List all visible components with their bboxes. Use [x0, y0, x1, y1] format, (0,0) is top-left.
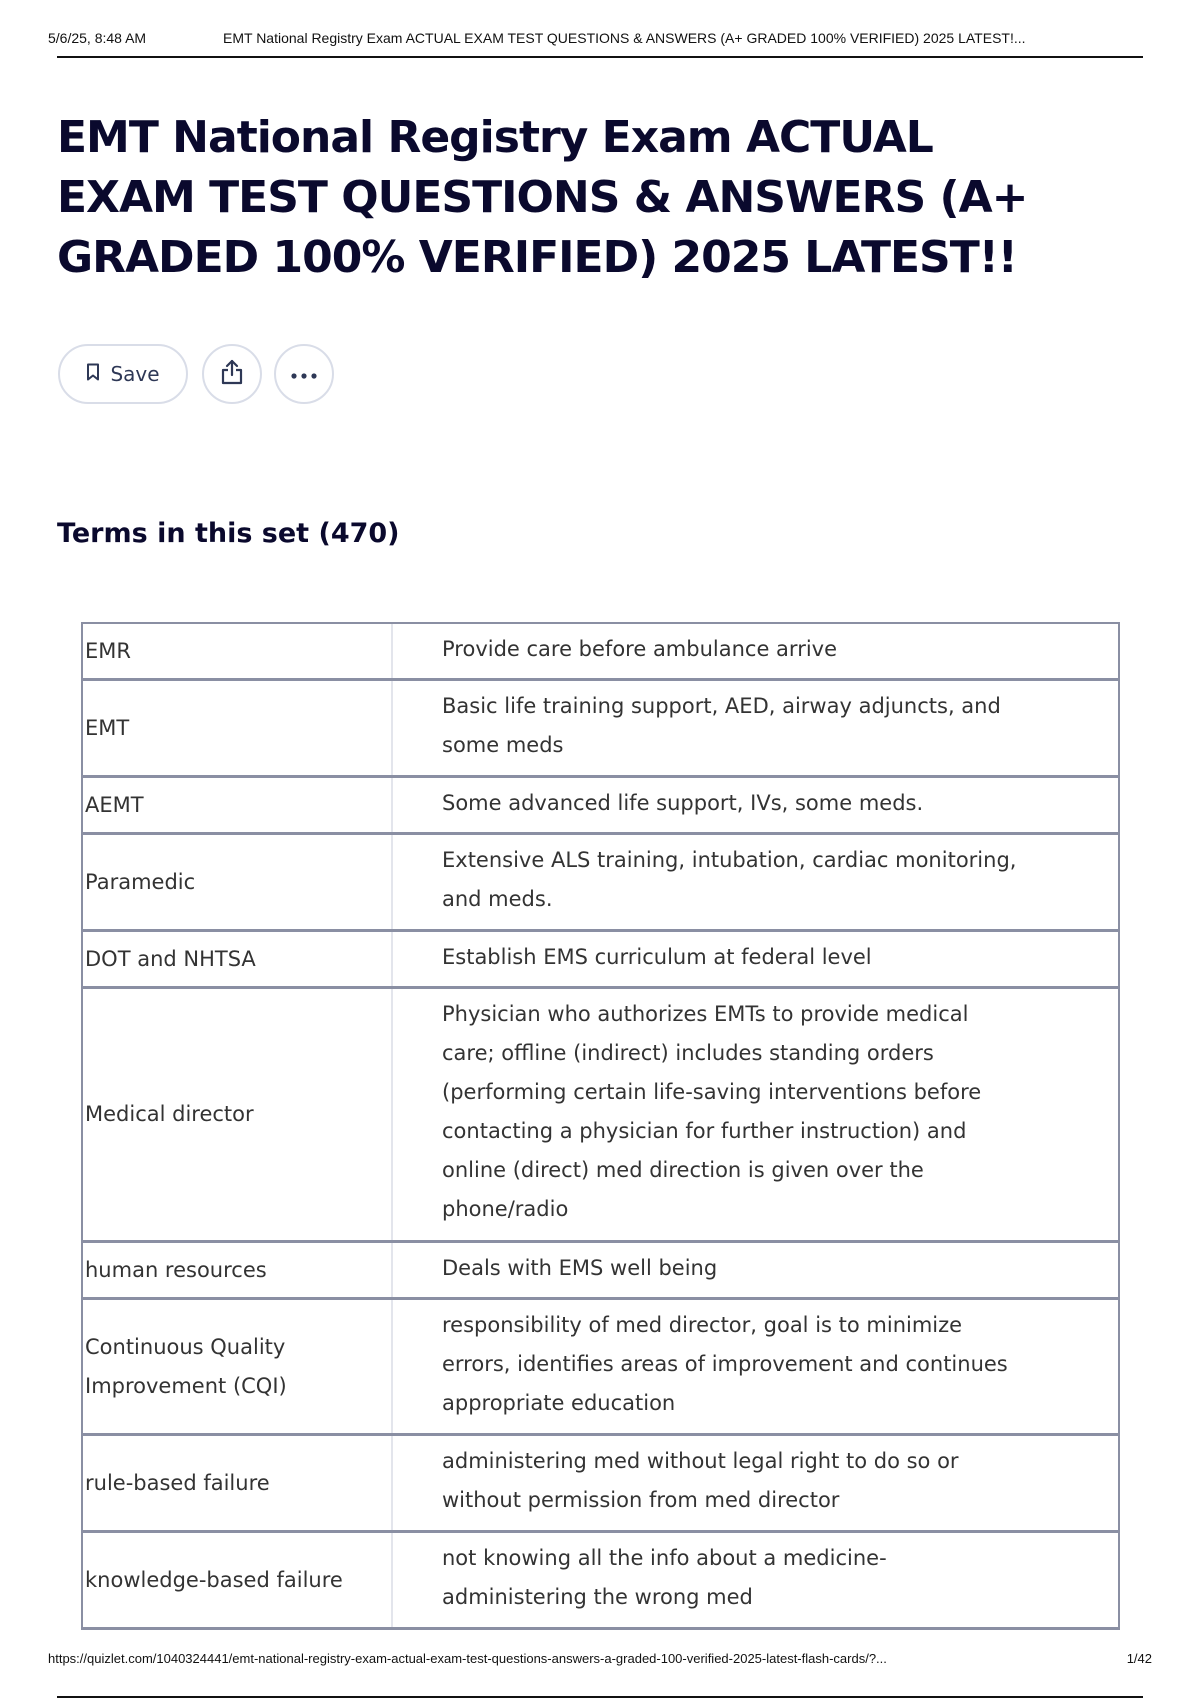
term-text: Paramedic [83, 835, 393, 929]
page-title: EMT National Registry Exam ACTUAL EXAM TEST QUESTIONS & ANSWERS (A+ GRADED 100% VERIFIED) 2025 LATEST!! [57, 112, 1028, 283]
term-text: EMT [83, 681, 393, 775]
term-text: rule-based failure [83, 1436, 393, 1530]
terms-table [81, 622, 1120, 1630]
print-doc-title: EMT National Registry Exam ACTUAL EXAM TEST QUESTIONS & ANSWERS (A+ GRADED 100% VERIFIED) 2025 LATEST!... [223, 30, 1026, 46]
more-options-button[interactable] [274, 344, 334, 404]
term-row [83, 778, 1118, 835]
definition-text: administering med without legal right to do so or without permission from med director [442, 1449, 959, 1512]
term-row [83, 624, 1118, 681]
definition-text: Establish EMS curriculum at federal level [442, 945, 872, 969]
term-row [83, 1436, 1118, 1533]
term-text: EMR [83, 624, 393, 678]
term-row [83, 681, 1118, 778]
definition-text: Physician who authorizes EMTs to provide medical care; offline (indirect) includes standing orders (performing certain life-saving interventions before contacting a physician for further instruction) and online (direct) med direction is given over the phone/radio [442, 1002, 982, 1221]
page-number: 1/42 [1126, 1651, 1152, 1666]
definition-text: responsibility of med director, goal is to minimize errors, identifies areas of improvement and continues appropriate education [442, 1313, 1008, 1415]
footer-divider [57, 1696, 1143, 1698]
term-text: Medical director [83, 989, 393, 1240]
save-label: Save [110, 362, 160, 386]
more-horizontal-icon [290, 365, 318, 384]
definition-text: Provide care before ambulance arrive [442, 637, 838, 661]
definition-text: Basic life training support, AED, airway adjuncts, and some meds [442, 694, 1001, 757]
term-text: Continuous Quality Improvement (CQI) [83, 1300, 393, 1433]
term-text: human resources [83, 1243, 393, 1297]
definition-text: Extensive ALS training, intubation, cardiac monitoring, and meds. [442, 848, 1017, 911]
term-text: DOT and NHTSA [83, 932, 393, 986]
term-row [83, 1533, 1118, 1630]
share-button[interactable] [202, 344, 262, 404]
terms-heading: Terms in this set (470) [57, 518, 400, 549]
share-icon [219, 358, 245, 390]
definition-text: Deals with EMS well being [442, 1256, 718, 1280]
term-row [83, 989, 1118, 1243]
term-row [83, 1300, 1118, 1436]
term-row [83, 835, 1118, 932]
definition-text: Some advanced life support, IVs, some meds. [442, 791, 924, 815]
print-url: https://quizlet.com/1040324441/emt-national-registry-exam-actual-exam-test-questions-answers-a-graded-100-verified-2025-latest-flash-cards/?... [48, 1651, 887, 1666]
save-button[interactable] [58, 344, 188, 404]
term-text: AEMT [83, 778, 393, 832]
header-divider [57, 56, 1143, 58]
term-text: knowledge-based failure [83, 1533, 393, 1627]
term-row [83, 932, 1118, 989]
print-timestamp: 5/6/25, 8:48 AM [48, 30, 147, 46]
definition-text: not knowing all the info about a medicine-administering the wrong med [442, 1546, 887, 1609]
bookmark-icon [86, 362, 100, 386]
term-row [83, 1243, 1118, 1300]
